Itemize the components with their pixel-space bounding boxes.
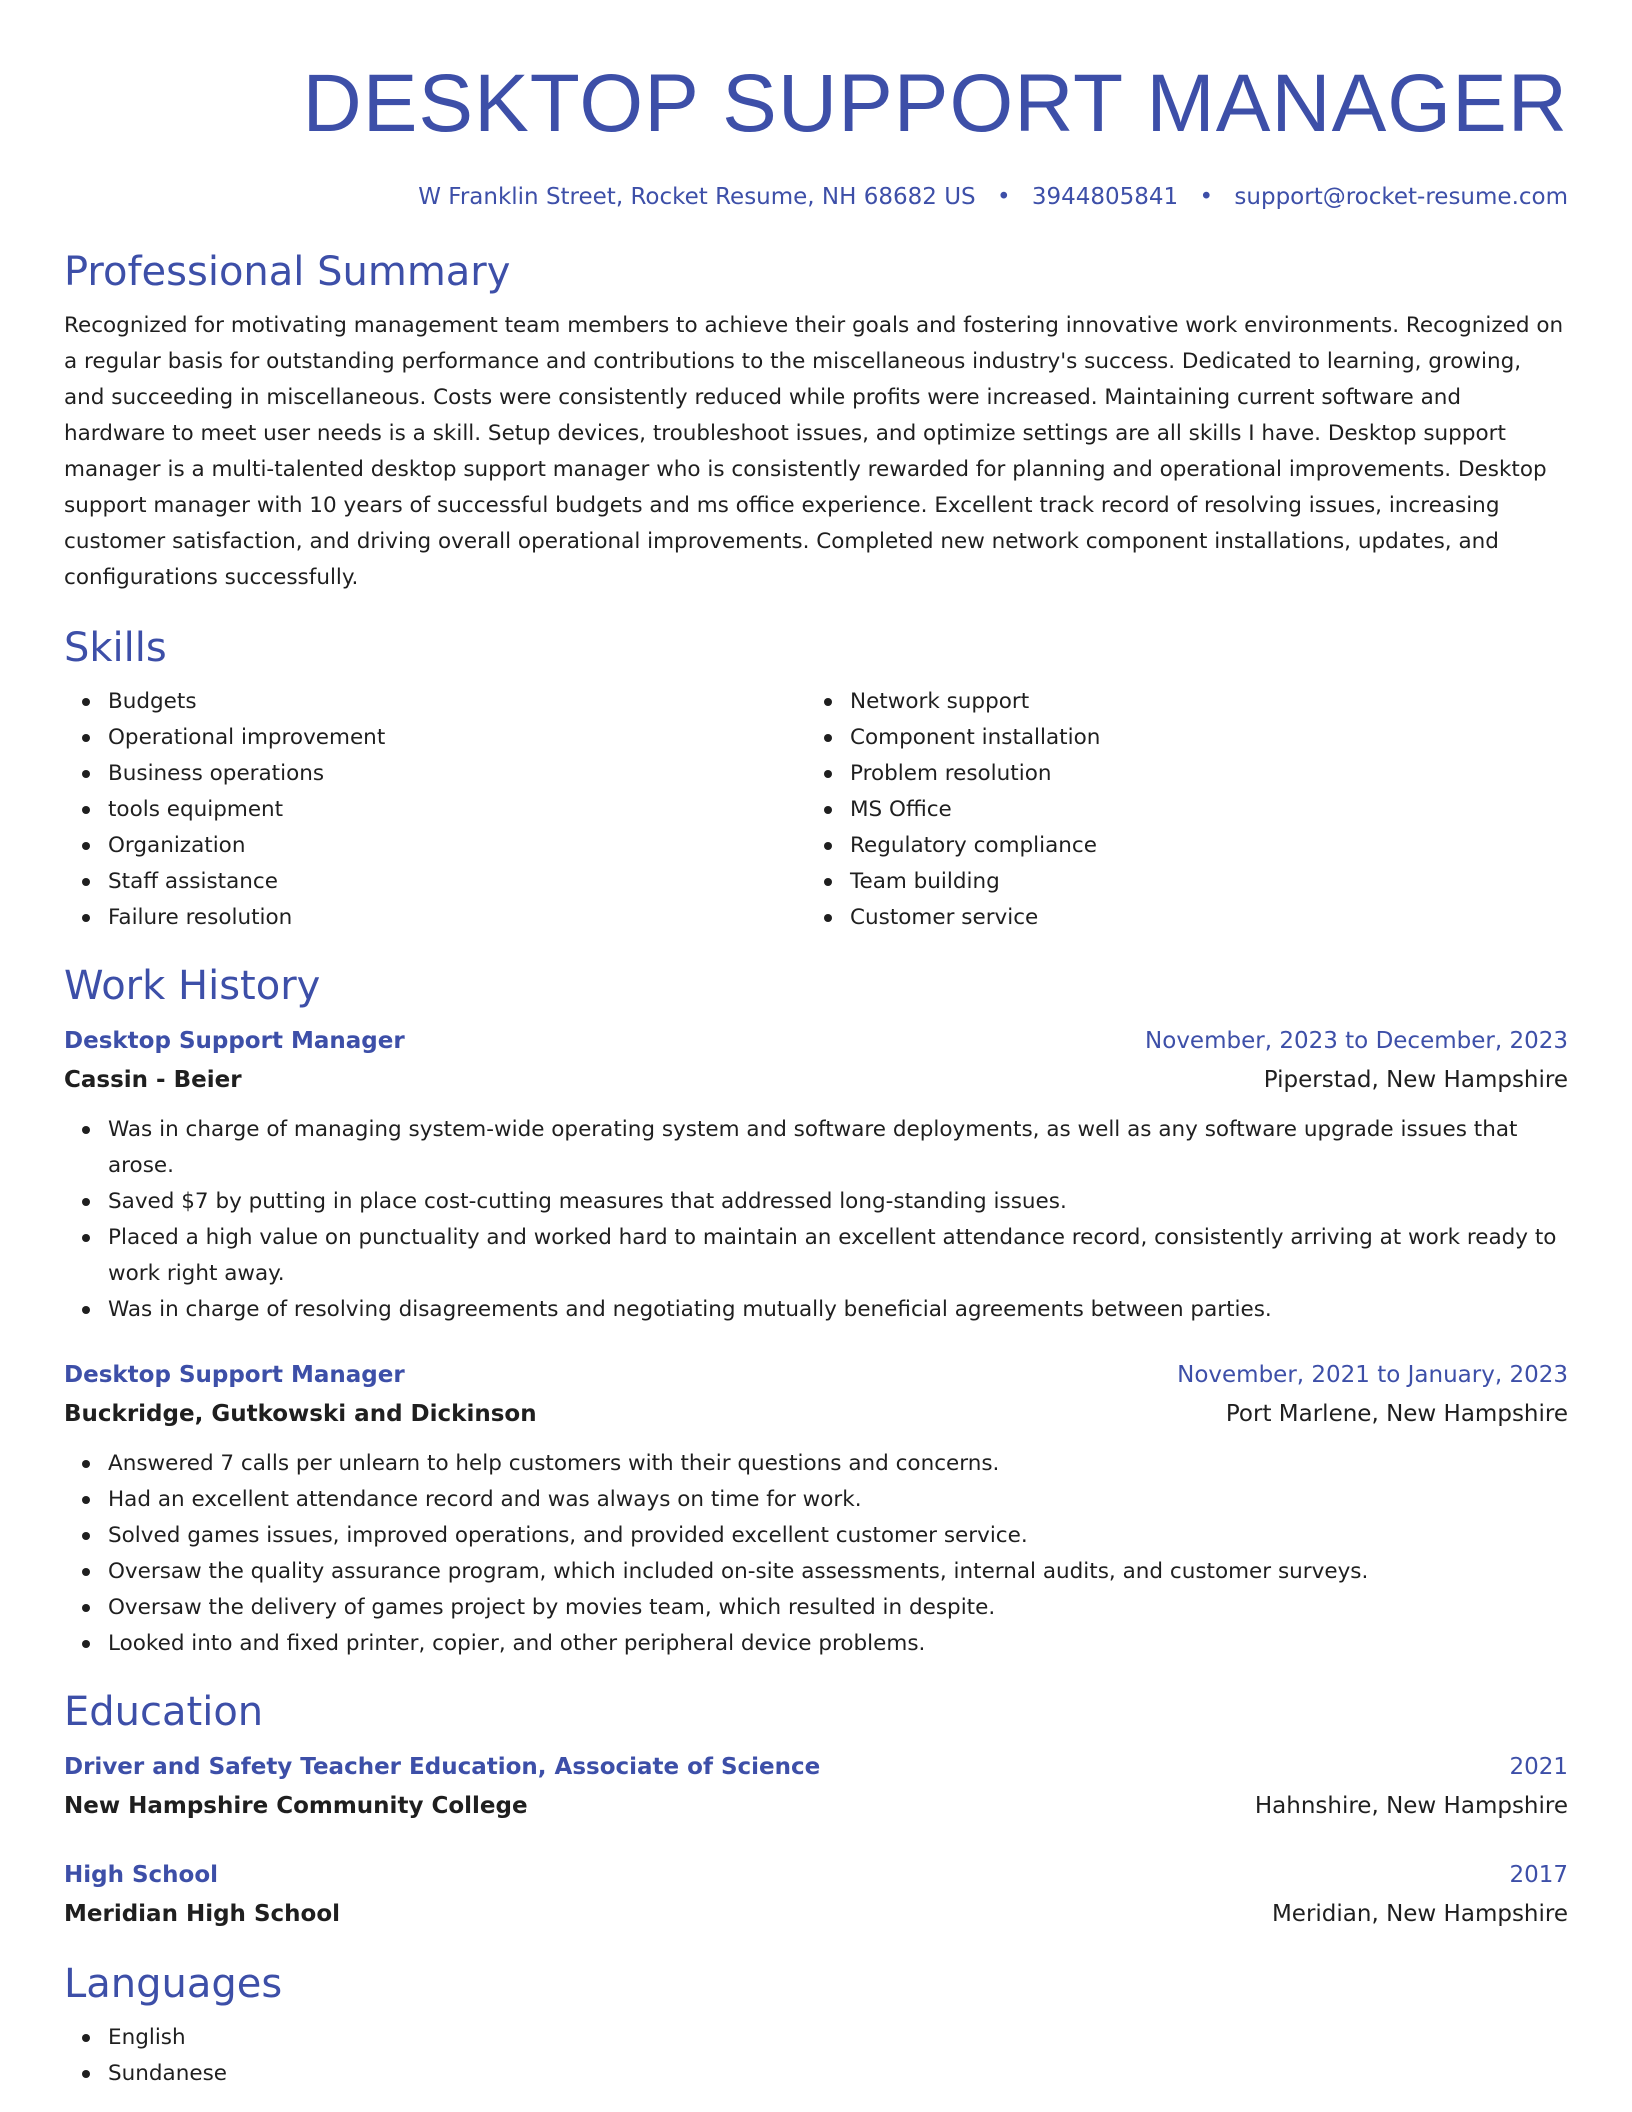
language-item: English	[108, 2020, 1568, 2056]
education-school: Meridian High School	[64, 1901, 340, 1927]
summary-text: Recognized for motivating management team members to achieve their goals and fostering innovative work environments. Recognized on a regular basis for outstanding performance and contributions to the miscellaneous industry's success. Dedicated to learning, growing, and succeeding in miscellaneous. Costs were consistently reduced while profits were increased. Maintaining current software and hardware to meet user needs is a skill. Setup devices, troubleshoot issues, and optimize settings are all skills I have. Desktop support manager is a multi-talented desktop support manager who is consistently rewarded for planning and operational improvements. Desktop support manager with 10 years of successful budgets and ms office experience. Excellent track record of resolving issues, increasing customer satisfaction, and driving overall operational improvements. Completed new network component installations, updates, and configurations successfully.	[64, 313, 1564, 590]
skill-item: Customer service	[850, 900, 1548, 936]
skill-item: tools equipment	[108, 792, 806, 828]
resume-header	[64, 56, 1568, 212]
languages-section	[64, 1958, 1568, 2092]
contact-phone[interactable]: 3944805841	[1031, 184, 1179, 210]
language-item: Sundanese	[108, 2056, 1568, 2092]
job-bullet: Looked into and fixed printer, copier, and other peripheral device problems.	[108, 1626, 1568, 1662]
job-bullet: Placed a high value on punctuality and worked hard to maintain an excellent attendance record, consistently arriving at work ready to work right away.	[108, 1220, 1568, 1292]
skills-column-left	[64, 684, 806, 936]
job-bullet: Had an excellent attendance record and was always on time for work.	[108, 1482, 1568, 1518]
skills-list-left	[64, 684, 806, 936]
education-school-row	[64, 1786, 1568, 1826]
skill-item: Problem resolution	[850, 756, 1548, 792]
education-entry	[64, 1856, 1568, 1934]
job-bullet: Was in charge of managing system-wide operating system and software deployments, as well as any software upgrade issues that arose.	[108, 1112, 1568, 1184]
education-degree-row	[64, 1748, 1568, 1786]
skills-column-right	[806, 684, 1548, 936]
education-degree: High School	[64, 1862, 219, 1888]
skill-item: Failure resolution	[108, 900, 806, 936]
summary-section	[64, 246, 1568, 596]
candidate-title: DESKTOP SUPPORT MANAGER	[302, 58, 1568, 149]
job-dates: November, 2023 to December, 2023	[1145, 1028, 1568, 1054]
contact-line	[64, 182, 1568, 212]
job-bullets	[64, 1446, 1568, 1662]
job-location: Piperstad, New Hampshire	[1263, 1067, 1568, 1093]
contact-address: W Franklin Street, Rocket Resume, NH 68682 US	[418, 184, 976, 210]
education-degree-row	[64, 1856, 1568, 1894]
job-company: Cassin - Beier	[64, 1067, 242, 1093]
education-school-row	[64, 1894, 1568, 1934]
skill-item: Budgets	[108, 684, 806, 720]
skill-item: Business operations	[108, 756, 806, 792]
job-dates: November, 2021 to January, 2023	[1177, 1362, 1568, 1388]
contact-email[interactable]: support@rocket-resume.com	[1234, 184, 1568, 210]
job-entry	[64, 1022, 1568, 1328]
skill-item: Component installation	[850, 720, 1548, 756]
skill-item: Team building	[850, 864, 1548, 900]
job-bullet: Oversaw the quality assurance program, which included on-site assessments, internal audits, and customer surveys.	[108, 1554, 1568, 1590]
section-title-education: Education	[64, 1689, 264, 1735]
job-bullet: Was in charge of resolving disagreements and negotiating mutually beneficial agreements between parties.	[108, 1292, 1568, 1328]
skills-section	[64, 622, 1568, 936]
job-title: Desktop Support Manager	[64, 1028, 405, 1054]
job-title-row	[64, 1022, 1568, 1060]
education-entry	[64, 1748, 1568, 1826]
skill-item: Network support	[850, 684, 1548, 720]
education-year: 2017	[1509, 1862, 1568, 1888]
languages-list	[64, 2020, 1568, 2092]
job-bullet: Oversaw the delivery of games project by movies team, which resulted in despite.	[108, 1590, 1568, 1626]
education-section	[64, 1686, 1568, 1934]
resume-page	[64, 0, 1568, 2092]
education-degree: Driver and Safety Teacher Education, Associate of Science	[64, 1754, 821, 1780]
skills-list-right	[806, 684, 1548, 936]
education-school: New Hampshire Community College	[64, 1793, 528, 1819]
contact-separator: •	[1199, 184, 1214, 210]
job-company-row	[64, 1060, 1568, 1100]
skill-item: Staff assistance	[108, 864, 806, 900]
job-bullets	[64, 1112, 1568, 1328]
job-bullet: Solved games issues, improved operations, and provided excellent customer service.	[108, 1518, 1568, 1554]
education-year: 2021	[1509, 1754, 1568, 1780]
section-title-work: Work History	[64, 963, 321, 1009]
section-title-skills: Skills	[64, 625, 167, 671]
job-bullet: Saved $7 by putting in place cost-cutting measures that addressed long-standing issues.	[108, 1184, 1568, 1220]
skill-item: MS Office	[850, 792, 1548, 828]
job-company-row	[64, 1394, 1568, 1434]
education-location: Hahnshire, New Hampshire	[1254, 1793, 1568, 1819]
job-bullet: Answered 7 calls per unlearn to help customers with their questions and concerns.	[108, 1446, 1568, 1482]
contact-separator: •	[996, 184, 1011, 210]
education-location: Meridian, New Hampshire	[1271, 1901, 1568, 1927]
skill-item: Operational improvement	[108, 720, 806, 756]
job-title-row	[64, 1356, 1568, 1394]
job-location: Port Marlene, New Hampshire	[1225, 1401, 1568, 1427]
job-title: Desktop Support Manager	[64, 1362, 405, 1388]
work-history-section	[64, 960, 1568, 1662]
job-entry	[64, 1356, 1568, 1662]
section-title-summary: Professional Summary	[64, 249, 511, 295]
skills-columns	[64, 684, 1568, 936]
section-title-languages: Languages	[64, 1961, 283, 2007]
skill-item: Regulatory compliance	[850, 828, 1548, 864]
job-company: Buckridge, Gutkowski and Dickinson	[64, 1401, 537, 1427]
skill-item: Organization	[108, 828, 806, 864]
